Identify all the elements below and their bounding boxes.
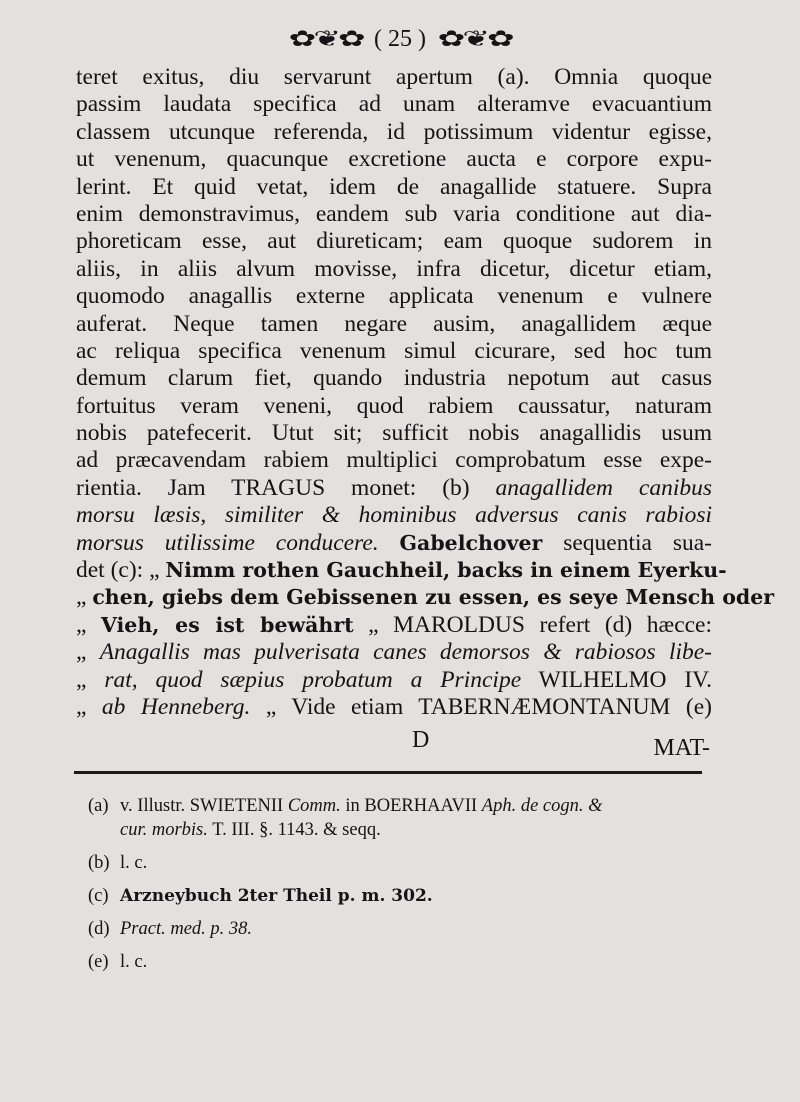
footnotes [88,794,708,983]
footnote-text: l. c. [120,853,148,873]
footnote-italic: Comm. [287,796,341,816]
footnote-italic: Aph. de cogn. & [481,796,603,816]
footnote-text: v. Illustr. SWIETENII [120,796,284,816]
footnote-italic: cur. morbis. [120,820,208,840]
text-span: enim demonstravimus, eandem sub varia conditione aut dia- [76,200,712,227]
quote-mark: „ [76,639,87,666]
text-line [76,584,775,611]
text-line [76,256,712,283]
italic-span: morsu læsis, similiter & hominibus adversus canis rabiosi [76,502,712,529]
fraktur-span: chen, giebs dem Gebissenen zu essen, es seye Mensch oder [92,585,775,610]
text-span: lerint. Et quid vetat, idem de anagallide statuere. Supra [76,173,712,200]
footnote-label: (e) [88,952,109,972]
left-ornament-icon: ✿❦✿ [288,26,363,52]
text-line [76,146,712,173]
text-span: „ MAROLDUS refert (d) hæcce: [368,611,713,638]
text-span: phoreticam esse, aut diureticam; eam quoque sudorem in [76,228,712,255]
text-line [76,228,712,255]
italic-span: ab Henneberg. [101,693,251,720]
text-span: ut venenum, quacunque excretione aucta e corpore expu- [76,146,712,173]
fraktur-span: Nimm rothen Gauchheil, backs in einem Eyerku- [165,558,727,583]
text-line [76,283,712,310]
text-line [76,502,712,529]
page-header [0,22,800,55]
text-span: sequentia sua- [563,529,712,556]
text-line [76,420,712,447]
signature-line [76,727,712,761]
footnote-label: (b) [88,853,110,873]
signature-mark: D [412,727,430,753]
text-line [76,475,712,502]
right-ornament-icon: ✿❦✿ [437,26,512,52]
text-span: ad præcavendam rabiem multiplici comprobatum esse expe- [76,447,712,474]
footnote-label: (c) [88,886,109,906]
text-line [76,612,712,639]
footnote-a [88,794,708,842]
text-span: demum clarum fiet, quando industria nepotum aut casus [76,365,712,392]
italic-span: anagallidem canibus [495,474,713,501]
italic-span: Anagallis mas pulverisata canes demorsos & rabiosos libe- [99,639,713,666]
text-span: nobis patefecerit. Utut sit; sufficit nobis anagallidis usum [76,420,712,447]
text-line [76,338,712,365]
text-span: auferat. Neque tamen negare ausim, anagallidem æque [76,310,712,337]
footnote-rule [74,771,702,774]
quote-mark: „ [76,584,87,611]
text-line [76,201,712,228]
text-line [76,174,712,201]
text-line [76,557,727,584]
text-line [76,694,712,721]
text-line [76,91,712,118]
footnote-label: (a) [88,796,109,816]
text-span: passim laudata specifica ad unam alteramve evacuantium [76,91,712,118]
text-line [76,447,712,474]
italic-span: morsus utilissime conducere. [76,529,379,556]
footnote-text: in BOERHAAVII [345,796,478,816]
footnote-b [88,851,708,875]
footnote-e [88,950,708,974]
footnote-text: T. III. §. 1143. & seqq. [212,820,381,840]
footnote-continuation [88,818,708,842]
text-span: „ Vide etiam TABERNÆMONTANUM (e) [265,693,713,720]
footnote-text: l. c. [120,952,148,972]
footnote-italic: Pract. med. p. 38. [120,919,253,939]
text-line [76,119,712,146]
footnote-d [88,917,708,941]
text-span: classem utcunque referenda, id potissimum videntur egisse, [76,118,712,145]
text-span: fortuitus veram veneni, quod rabiem caussatur, naturam [76,392,712,419]
catchword: MAT- [653,735,710,761]
quote-mark: „ [76,611,87,638]
text-line [76,639,712,666]
text-span: teret exitus, diu servarunt apertum (a). Omnia quoque [76,64,712,90]
text-line [76,530,712,557]
text-span: quomodo anagallis externe applicata venenum e vulnere [76,283,712,310]
main-text [76,64,775,721]
quote-mark: „ [76,693,87,720]
footnote-label: (d) [88,919,110,939]
text-span: rientia. Jam TRAGUS monet: (b) [76,474,470,501]
text-line [76,365,712,392]
quote-mark: „ [76,666,87,693]
footnote-c [88,884,708,908]
text-line [76,64,712,91]
text-line [76,311,712,338]
italic-span: rat, quod sæpius probatum a Principe [104,666,522,693]
text-span: det (c): „ [76,557,160,584]
text-span: aliis, in aliis alvum movisse, infra dicetur, dicetur etiam, [76,255,712,282]
page-number: ( 25 ) [374,26,426,53]
fraktur-span: Gabelchover [399,530,543,555]
text-span: WILHELMO IV. [538,666,712,693]
fraktur-span: Vieh, es ist bewährt [100,612,354,637]
text-span: ac reliqua specifica venenum simul cicurare, sed hoc tum [76,337,712,364]
text-line [76,393,712,420]
footnote-fraktur: Arznеybuch 2ter Theil p. m. 302. [120,886,433,906]
text-line [76,667,712,694]
